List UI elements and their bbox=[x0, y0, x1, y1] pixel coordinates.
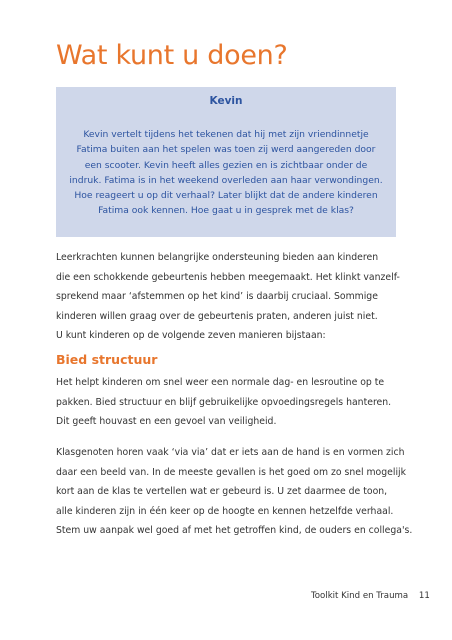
structure-paragraph-1 bbox=[56, 373, 408, 432]
paragraph-line: kort aan de klas te vertellen wat er gebeurd is. U zet daarmee de toon, bbox=[56, 486, 388, 497]
section-heading: Bied structuur bbox=[56, 352, 158, 367]
case-example-box bbox=[56, 87, 396, 237]
footer-label: Toolkit Kind en Trauma bbox=[311, 591, 409, 601]
case-heading: Kevin bbox=[209, 95, 243, 107]
intro-line: sprekend maar ‘afstemmen op het kind’ is daarbij cruciaal. Sommige bbox=[56, 291, 378, 302]
paragraph-line: pakken. Bied structuur en blijf gebruikelijke opvoedingsregels hanteren. bbox=[56, 396, 392, 408]
paragraph-line: Dit geeft houvast en een gevoel van veiligheid. bbox=[56, 416, 277, 427]
paragraph-line: daar een beeld van. In de meeste gevallen is het goed om zo snel mogelijk bbox=[56, 466, 406, 478]
intro-paragraph bbox=[56, 248, 408, 346]
paragraph-line: alle kinderen zijn in één keer op de hoogte en kennen hetzelfde verhaal. bbox=[56, 505, 394, 517]
case-line: Hoe reageert u op dit verhaal? Later blijkt dat de andere kinderen bbox=[74, 190, 378, 202]
structure-paragraph-2 bbox=[56, 443, 413, 541]
intro-line: Leerkrachten kunnen belangrijke ondersteuning bieden aan kinderen bbox=[56, 252, 379, 263]
case-text bbox=[64, 127, 388, 219]
intro-line: U kunt kinderen op de volgende zeven manieren bijstaan: bbox=[56, 330, 326, 341]
page-footer bbox=[311, 591, 430, 601]
case-line: Fatima ook kennen. Hoe gaat u in gesprek met de klas? bbox=[98, 205, 354, 217]
paragraph-line: Het helpt kinderen om snel weer een normale dag- en lesroutine op te bbox=[56, 377, 385, 388]
paragraph-line: Klasgenoten horen vaak ‘via via’ dat er iets aan de hand is en vormen zich bbox=[56, 447, 405, 458]
case-line: indruk. Fatima is in het weekend overleden aan haar verwondingen. bbox=[69, 174, 383, 186]
paragraph-line: Stem uw aanpak wel goed af met het getroffen kind, de ouders en collega's. bbox=[56, 525, 413, 536]
page-title: Wat kunt u doen? bbox=[56, 40, 288, 71]
intro-line: die een schokkende gebeurtenis hebben meegemaakt. Het klinkt vanzelf- bbox=[56, 271, 400, 283]
intro-line: kinderen willen graag over de gebeurtenis praten, anderen juist niet. bbox=[56, 310, 378, 322]
case-line: een scooter. Kevin heeft alles gezien en is zichtbaar onder de bbox=[84, 159, 368, 171]
page-number: 11 bbox=[418, 591, 430, 601]
case-line: Kevin vertelt tijdens het tekenen dat hij met zijn vriendinnetje bbox=[83, 129, 369, 140]
case-line: Fatima buiten aan het spelen was toen zij werd aangereden door bbox=[76, 144, 376, 156]
